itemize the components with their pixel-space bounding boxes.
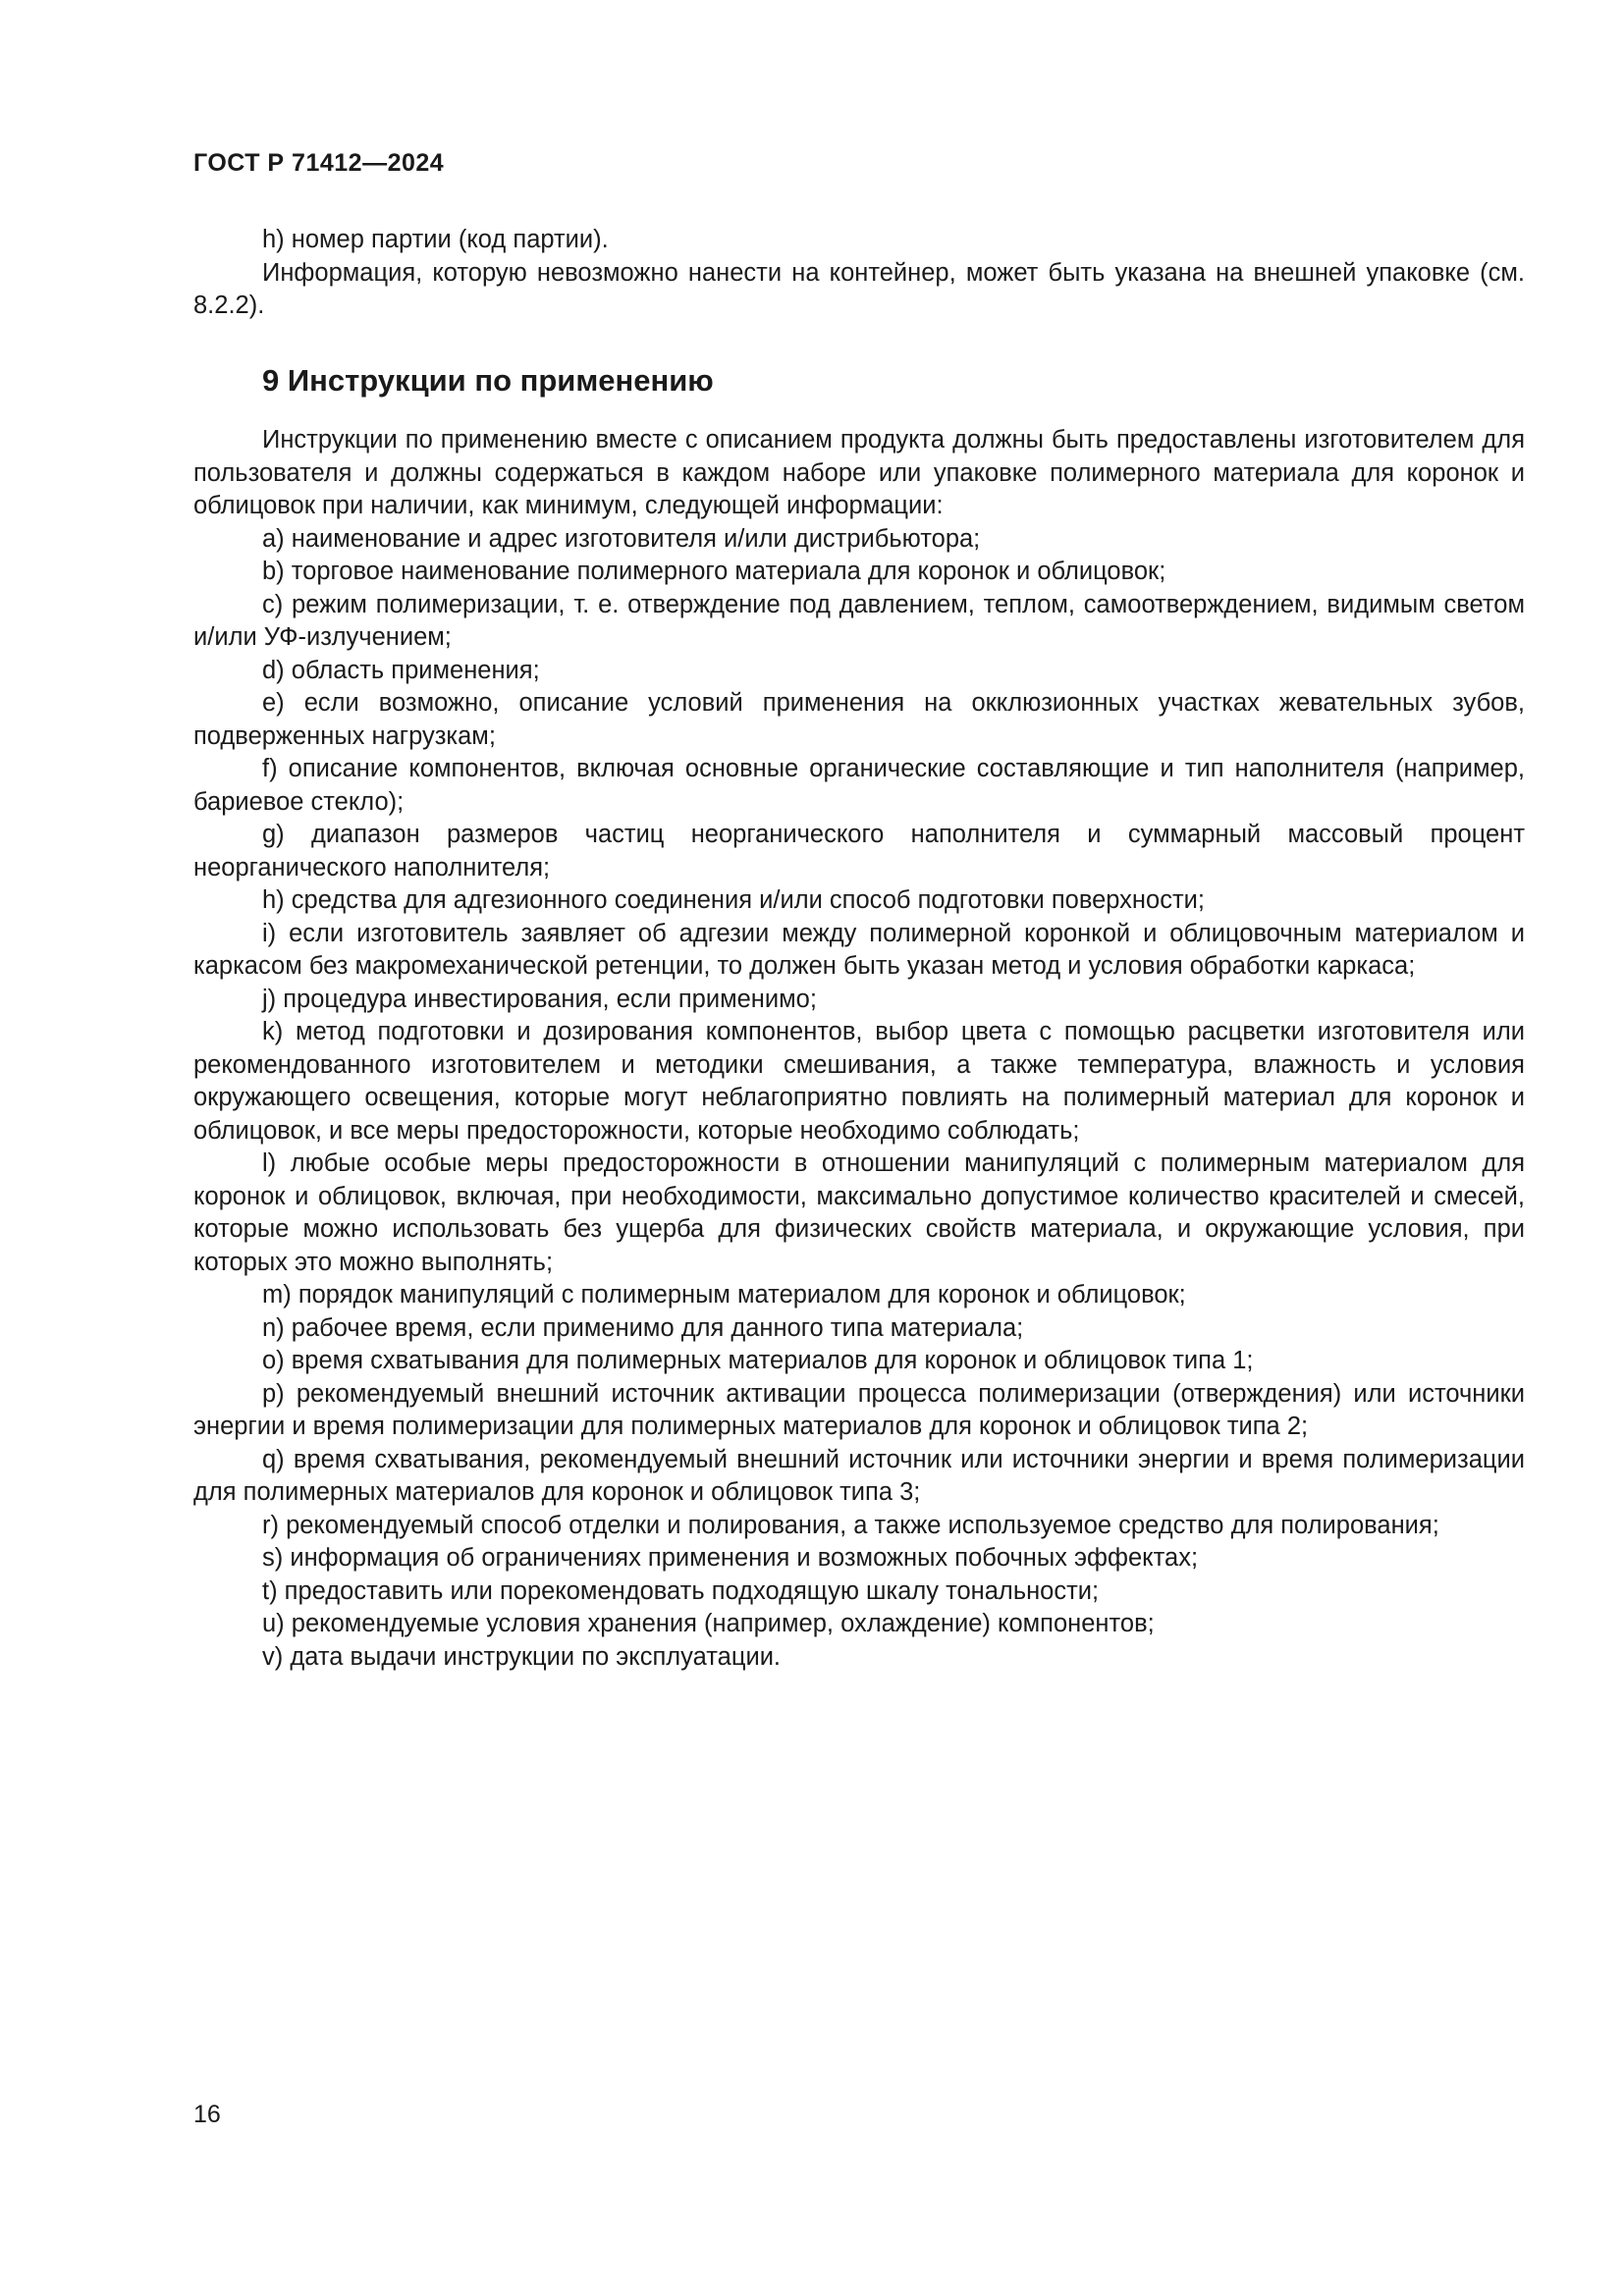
list-item: u) рекомендуемые условия хранения (например, охлаждение) компонентов; xyxy=(262,1610,1155,1637)
intro-item: Информация, которую невозможно нанести на контейнер, может быть указана на внешней упаковке (см. 8.2.2). xyxy=(193,258,1525,319)
list-item: i) если изготовитель заявляет об адгезии между полимерной коронкой и облицовочным материалом и каркасом без макромеханической ретенции, то должен быть указан метод и условия обработки каркаса; xyxy=(193,919,1525,980)
list-item: f) описание компонентов, включая основные органические составляющие и тип наполнителя (например, бариевое стекло); xyxy=(193,755,1525,816)
list-item: r) рекомендуемый способ отделки и полирования, а также используемое средство для полирования; xyxy=(262,1511,1439,1539)
list-item: q) время схватывания, рекомендуемый внешний источник или источники энергии и время полимеризации для полимерных материалов для коронок и облицовок типа 3; xyxy=(193,1445,1525,1506)
intro-item: h) номер партии (код партии). xyxy=(262,226,609,253)
list-item: o) время схватывания для полимерных материалов для коронок и облицовок типа 1; xyxy=(262,1347,1254,1374)
list-item: e) если возможно, описание условий применения на окклюзионных участках жевательных зубов, подверженных нагрузкам; xyxy=(193,689,1525,750)
section-lead-paragraph: Инструкции по применению вместе с описанием продукта должны быть предоставлены изготовителем для пользователя и должны содержаться в каждом наборе или упаковке полимерного материала для коронок и облицовок при наличии, как минимум, следующей информации: xyxy=(193,426,1525,519)
list-item: t) предоставить или порекомендовать подходящую шкалу тональности; xyxy=(262,1576,1100,1605)
list-item: v) дата выдачи инструкции по эксплуатации. xyxy=(262,1642,782,1671)
list-item: d) область применения; xyxy=(262,656,540,684)
page-number: 16 xyxy=(193,2101,221,2128)
list-item: g) диапазон размеров частиц неорганического наполнителя и суммарный массовый процент неорганического наполнителя; xyxy=(193,821,1525,881)
list-item: n) рабочее время, если применимо для данного типа материала; xyxy=(262,1313,1024,1342)
section-heading: 9 Инструкции по применению xyxy=(262,363,714,398)
list-item: a) наименование и адрес изготовителя и/или дистрибьютора; xyxy=(262,524,981,553)
list-item: j) процедура инвестирования, если применимо; xyxy=(262,985,817,1013)
section-body xyxy=(193,424,1525,1674)
list-item: b) торговое наименование полимерного материала для коронок и облицовок; xyxy=(262,558,1166,585)
list-item: p) рекомендуемый внешний источник активации процесса полимеризации (отверждения) или источники энергии и время полимеризации для полимерных материалов для коронок и облицовок типа 2; xyxy=(193,1379,1525,1440)
list-item: k) метод подготовки и дозирования компонентов, выбор цвета с помощью расцветки изготовителя или рекомендованного изготовителем и методики смешивания, а также температура, влажность и условия окружающего освещения, которые могут неблагоприятно повлиять на полимерный материал для коронок и облицовок, и все меры предосторожности, которые необходимо соблюдать; xyxy=(193,1018,1525,1145)
list-item: c) режим полимеризации, т. е. отверждение под давлением, теплом, самоотверждением, видимым светом и/или УФ-излучением; xyxy=(193,590,1525,651)
list-item: m) порядок манипуляций с полимерным материалом для коронок и облицовок; xyxy=(262,1281,1186,1308)
list-item: l) любые особые меры предосторожности в отношении манипуляций с полимерным материалом для коронок и облицовок, включая, при необходимости, максимально допустимое количество красителей и смесей, которые можно использовать без ущерба для физических свойств материала, и окружающие условия, при которых это можно выполнять; xyxy=(193,1149,1525,1276)
intro-block xyxy=(193,224,1525,323)
list-item: s) информация об ограничениях применения и возможных побочных эффектах; xyxy=(262,1544,1199,1572)
document-header: ГОСТ Р 71412—2024 xyxy=(193,149,445,177)
list-item: h) средства для адгезионного соединения и/или способ подготовки поверхности; xyxy=(262,886,1205,914)
